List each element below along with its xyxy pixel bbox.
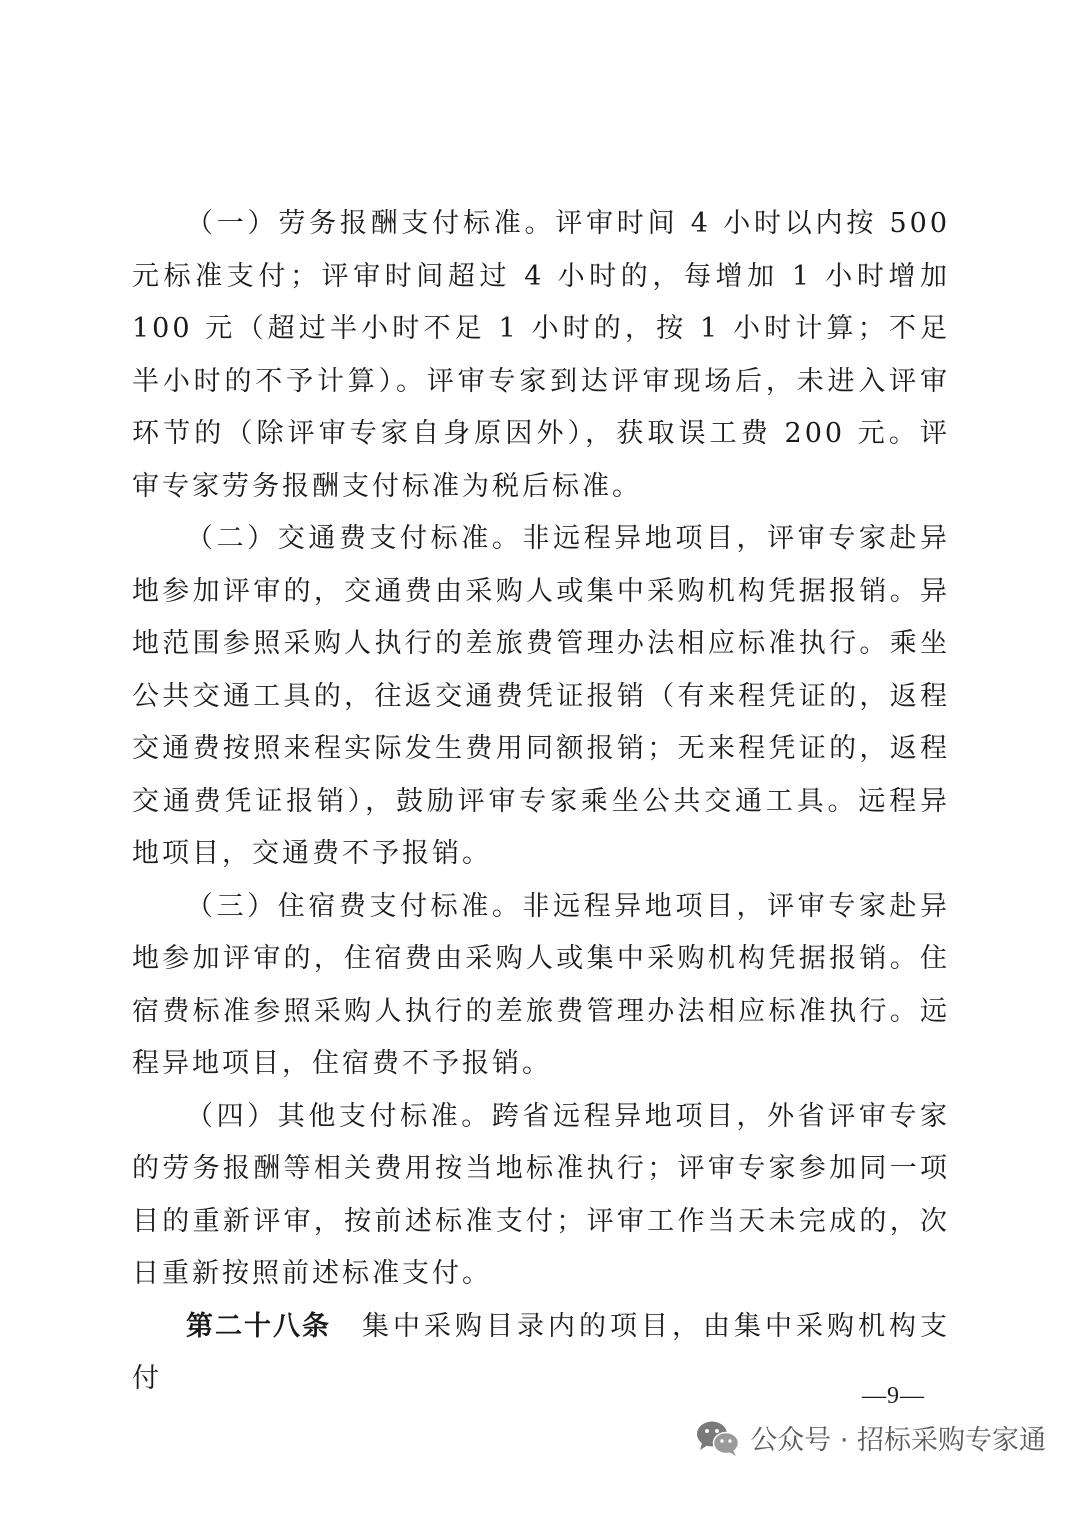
article-28	[132, 1301, 950, 1406]
page-number: —9—	[862, 1383, 925, 1409]
paragraph-accommodation-fee: （三）住宿费支付标准。非远程异地项目，评审专家赴异地参加评审的，住宿费由采购人或集中采购机构凭据报销。住宿费标准参照采购人执行的差旅费管理办法相应标准执行。远程异地项目，住宿费不予报销。	[132, 890, 950, 1079]
document-body	[132, 198, 950, 1406]
article-title: 第二十八条	[186, 1310, 331, 1342]
article-text: 集中采购目录内的项目，由集中采购机构支付	[132, 1310, 950, 1394]
watermark	[696, 1418, 1046, 1457]
paragraph-other-fee: （四）其他支付标准。跨省远程异地项目，外省评审专家的劳务报酬等相关费用按当地标准执行；评审专家参加同一项目的重新评审，按前述标准支付；评审工作当天未完成的，次日重新按照前述标准支付。	[132, 1100, 950, 1289]
paragraph-transport-fee: （二）交通费支付标准。非远程异地项目，评审专家赴异地参加评审的，交通费由采购人或集中采购机构凭据报销。异地范围参照采购人执行的差旅费管理办法相应标准执行。乘坐公共交通工具的，往返交通费凭证报销（有来程凭证的，返程交通费按照来程实际发生费用同额报销；无来程凭证的，返程交通费凭证报销），鼓励评审专家乘坐公共交通工具。远程异地项目，交通费不予报销。	[132, 523, 950, 869]
wechat-icon	[696, 1419, 740, 1457]
watermark-text: 公众号 · 招标采购专家通	[750, 1425, 1046, 1456]
paragraph-labor-fee: （一）劳务报酬支付标准。评审时间 4 小时以内按 500 元标准支付；评审时间超过 4 小时的，每增加 1 小时增加 100 元（超过半小时不足 1 小时的，按 1 小时计算；不足半小时的不予计算）。评审专家到达评审现场后，未进入评审环节的（除评审专家自身原因外），获取误工费 200 元。评审专家劳务报酬支付标准为税后标准。	[132, 208, 950, 502]
